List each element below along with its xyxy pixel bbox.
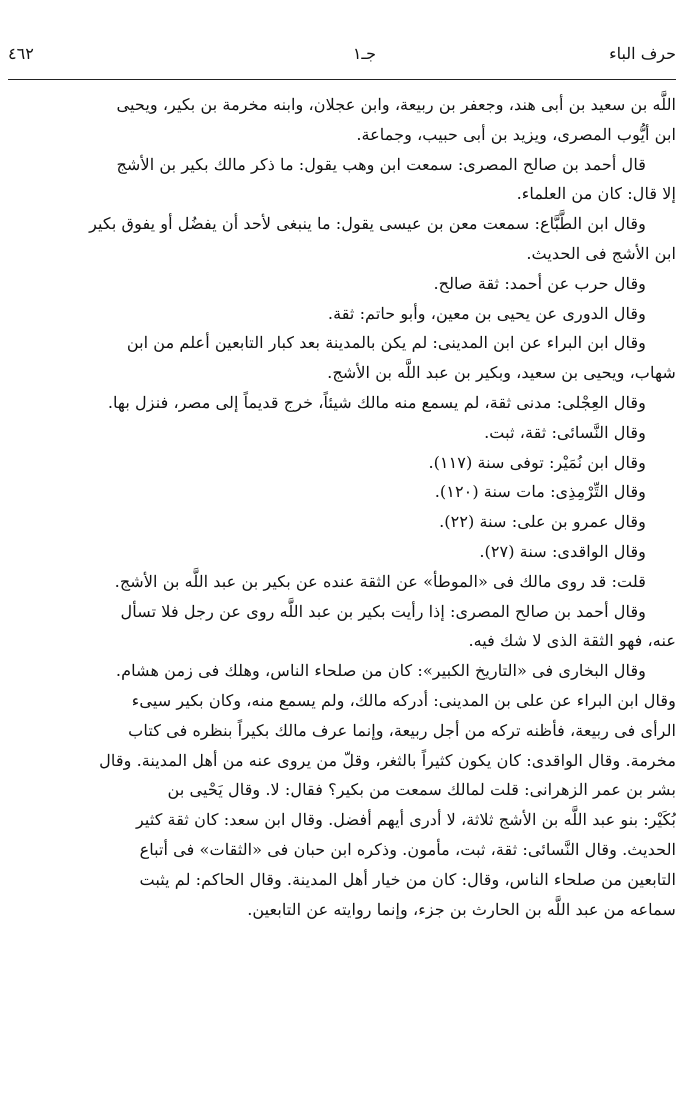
text-line: الرأى فى ربيعة، فأظنه تركه من أجل ربيعة، وإنما عرف مالك بكيراً بنظره فى كتاب [128, 720, 676, 740]
text-line: قال أحمد بن صالح المصرى: سمعت ابن وهب يقول: ما ذكر مالك بكير بن الأشج [116, 154, 646, 174]
text-line: بُكَيْر: بنو عبد اللَّه بن الأشج ثلاثة، لا أدرى أيهم أفضل. وقال ابن سعد: كان ثقة كثير [136, 810, 676, 830]
text-line: مخرمة. وقال الواقدى: كان يكون كثيراً بالثغر، وقلّ من يروى عنه من أهل المدينة. وقال [99, 750, 676, 770]
text-line: وقال ابن البراء عن ابن المدينى: لم يكن بالمدينة بعد كبار التابعين أعلم من ابن [126, 333, 646, 353]
text-line: وقال الدورى عن يحيى بن معين، وأبو حاتم: ثقة. [327, 303, 646, 323]
text-line: التابعين من صلحاء الناس، وقال: كان من خيار أهل المدينة. وقال الحاكم: لم يثبت [139, 869, 676, 889]
text-line: وقال العِجْلى: مدنى ثقة، لم يسمع منه مالك شيئاً، خرج قديماً إلى مصر، فنزل بها. [107, 392, 646, 412]
text-line: بشر بن عمر الزهرانى: قلت لمالك سمعت من بكير؟ فقال: لا. وقال يَحْيى بن [167, 780, 676, 800]
text-line: وقال ابن البراء عن على بن المدينى: أدركه مالك، ولم يسمع منه، وكان بكير سيىء [131, 690, 676, 710]
text-line: وقال البخارى فى «التاريخ الكبير»: كان من صلحاء الناس، وهلك فى زمن هشام. [115, 661, 646, 681]
text-line: عنه، فهو الثقة الذى لا شك فيه. [468, 631, 676, 651]
text-line: قلت: قد روى مالك فى «الموطأ» عن الثقة عنده عن بكير بن عبد اللَّه بن الأشج. [114, 571, 646, 591]
header-rule [8, 79, 676, 80]
page-number: ٤٦٢ [8, 44, 34, 63]
text-line: ابن أيُّوب المصرى، ويزيد بن أبى حبيب، وجماعة. [356, 124, 676, 144]
running-header [8, 44, 676, 70]
text-line: وقال حرب عن أحمد: ثقة صالح. [433, 273, 646, 293]
text-line: وقال الواقدى: سنة (٢٧). [479, 541, 646, 561]
text-line: شهاب، ويحيى بن سعيد، وبكير بن عبد اللَّه بن الأشج. [327, 363, 676, 383]
text-line: وقال أحمد بن صالح المصرى: إذا رأيت بكير بن عبد اللَّه روى عن رجل فلا تسأل [120, 601, 646, 621]
text-line: إلا قال: كان من العلماء. [516, 184, 676, 204]
text-line: وقال ابن الطَّبَّاع: سمعت معن بن عيسى يقول: ما ينبغى لأحد أن يفضُل أو يفوق بكير [89, 214, 646, 234]
text-line: سماعه من عبد اللَّه بن الحارث بن جزء، وإنما روايته عن التابعين. [247, 899, 676, 919]
volume-label: جـ١ [352, 44, 376, 63]
text-line: الحديث. وقال النَّسائى: ثقة، ثبت، مأمون. وذكره ابن حبان فى «الثقات» فى أتباع [139, 839, 676, 859]
text-line: وقال ابن نُمَيْر: توفى سنة (١١٧). [428, 452, 646, 472]
text-line: ابن الأشج فى الحديث. [526, 243, 676, 263]
chapter-title: حرف الباء [609, 44, 676, 63]
text-line: وقال النَّسائى: ثقة، ثبت. [484, 422, 646, 442]
text-line: وقال عمرو بن على: سنة (٢٢). [439, 512, 646, 532]
text-line: اللَّه بن سعيد بن أبى هند، وجعفر بن ربيعة، وابن عجلان، وابنه مخرمة بن بكير، ويحيى [116, 95, 676, 114]
text-line: وقال التِّرْمِذِى: مات سنة (١٢٠). [434, 482, 646, 502]
text-body [8, 90, 676, 924]
